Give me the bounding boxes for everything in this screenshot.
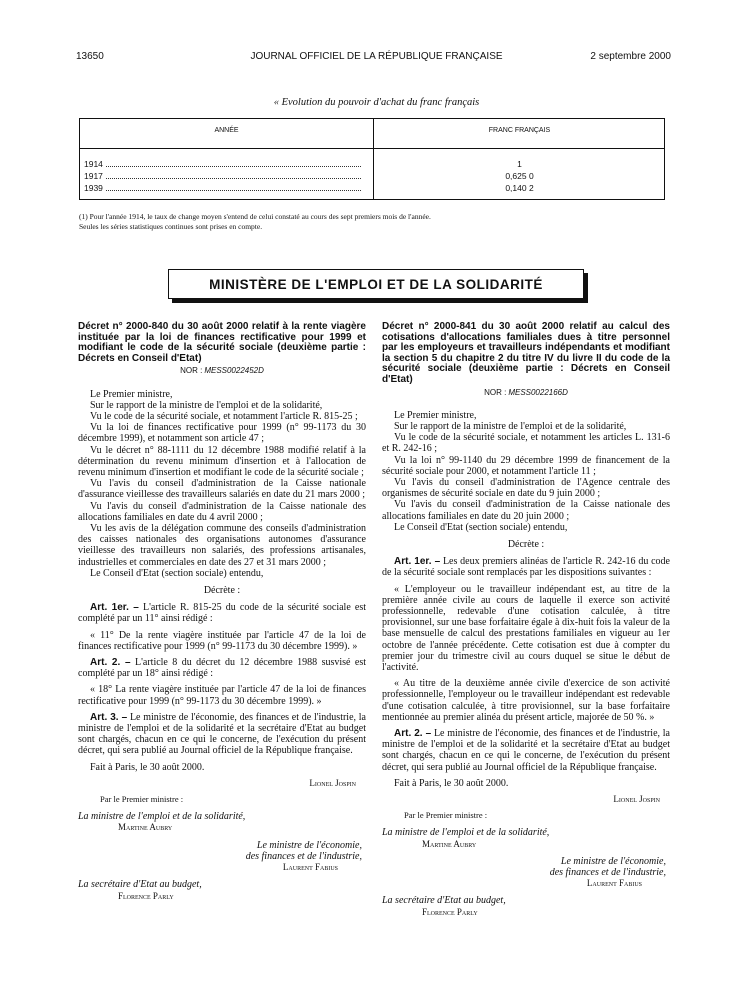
- par-le-premier-ministre: Par le Premier ministre :: [100, 794, 184, 805]
- paragraph: Le Conseil d'Etat (section sociale) entendu,: [394, 521, 568, 533]
- page-number: 13650: [76, 51, 104, 62]
- decree-title: Décret n° 2000-840 du 30 août 2000 relatif à la rente viagère instituée par la loi de finances rectificative pour 1999 et modifiant le code de la sécurité sociale (deuxième partie : Décrets en Conseil d'Etat): [78, 321, 366, 364]
- paragraph: Vu les avis de la délégation commune des conseils d'administration des caisses nationales des organisations autonomes d'assurance vieillesse des travailleurs non salariés, des professions artisanales, industrielles et commerciales en date des 27 et 31 mars 2000 ;: [78, 523, 366, 568]
- table-row: [84, 183, 371, 193]
- table-title: « Evolution du pouvoir d'achat du franc français: [273, 97, 480, 108]
- article-1: Art. 1er. – Les deux premiers alinéas de l'article R. 242-16 du code de la sécurité sociale sont remplacés par les dispositions suivantes :: [382, 556, 670, 579]
- article-3: Art. 3. – Le ministre de l'économie, des finances et de l'industrie, la ministre de l'emploi et de la solidarité et la secrétaire d'Etat au budget sont chargés, chacun en ce qui le concerne, de l'exécution du présent décret, qui sera publié au Journal officiel de la République française.: [78, 711, 366, 757]
- table-cell-year: 1939: [84, 183, 103, 193]
- table-cell-value: 1: [517, 159, 522, 169]
- paragraph: Vu l'avis du conseil d'administration de la Caisse nationale d'assurance vieillesse des travailleurs salariés en date du 21 mars 2000 ;: [78, 478, 366, 501]
- journal-title: JOURNAL OFFICIEL DE LA RÉPUBLIQUE FRANÇAISE: [250, 51, 503, 62]
- table-header-franc: FRANC FRANÇAIS: [488, 127, 551, 134]
- minister-name: Laurent Fabius: [586, 878, 642, 889]
- paragraph: Sur le rapport de la ministre de l'emploi et de la solidarité,: [90, 399, 323, 411]
- purchasing-power-table: [79, 118, 665, 200]
- article-1-quote: « 11° De la rente viagère instituée par l'article 47 de la loi de finances rectificative pour 1999 (n° 99-1173 du 30 décembre 1999). »: [78, 629, 366, 652]
- paragraph: Le Premier ministre,: [394, 409, 477, 421]
- footnote-line-2: Seules les séries statistiques continues sont prises en compte.: [79, 222, 263, 231]
- minister-title: La secrétaire d'Etat au budget,: [382, 895, 506, 907]
- minister-title: La ministre de l'emploi et de la solidarité,: [382, 827, 550, 839]
- paragraph: Le Conseil d'Etat (section sociale) entendu,: [90, 567, 264, 579]
- minister-name: Martine Aubry: [422, 838, 477, 849]
- paragraph: Vu la loi de finances rectificative pour 1999 (n° 99-1173 du 30 décembre 1999), et notamment son article 47 ;: [78, 422, 366, 445]
- par-le-premier-ministre: Par le Premier ministre :: [404, 810, 488, 821]
- footnote-line-1: (1) Pour l'année 1914, le taux de change moyen s'entend de celui constaté au cours des sept premiers mois de l'année.: [79, 212, 431, 221]
- decree-841-column: [382, 322, 670, 918]
- article-1-quote: « Au titre de la deuxième année civile d'exercice de son activité professionnelle, l'employeur ou le travailleur indépendant est redevable d'une cotisation calculée, à titre provisionnel, sur la base forfaitaire mentionnée au premier alinéa du présent article, majorée de 50 %. »: [382, 678, 670, 723]
- table-row: [84, 171, 371, 181]
- signer-name: Lionel Jospin: [309, 777, 356, 788]
- nor-reference: NOR : MESS0022166D: [484, 387, 568, 397]
- decree-840-column: [78, 322, 366, 902]
- paragraph: Vu la loi n° 99-1140 du 29 décembre 1999 de financement de la sécurité sociale pour 2000, et notamment l'article 11 ;: [382, 454, 670, 477]
- paragraph: Sur le rapport de la ministre de l'emploi et de la solidarité,: [394, 420, 627, 432]
- article-1: Art. 1er. – L'article R. 815-25 du code de la sécurité sociale est complété par un 11° ainsi rédigé :: [78, 602, 367, 625]
- fait-a-paris: Fait à Paris, le 30 août 2000.: [90, 761, 205, 773]
- decrete-heading: Décrète :: [203, 585, 241, 597]
- minister-name: Florence Parly: [118, 890, 174, 901]
- minister-name: Martine Aubry: [118, 822, 173, 833]
- minister-name: Laurent Fabius: [282, 862, 338, 873]
- minister-title: Le ministre de l'économie, des finances et de l'industrie,: [549, 855, 666, 879]
- decrete-heading: Décrète :: [507, 539, 545, 550]
- table-header-annee: ANNÉE: [214, 127, 239, 134]
- ministry-heading: MINISTÈRE DE L'EMPLOI ET DE LA SOLIDARITÉ: [168, 269, 584, 299]
- article-1-quote: « L'employeur ou le travailleur indépendant est, au titre de la première année civile au cours de laquelle il exerce son activité professionnelle, redevable d'une cotisation calculée, à titre provisionnel, sur une base forfaitaire égale à dix-huit fois la valeur de la base mensuelle de calcul des prestations familiales en vigueur au 1er octobre de l'année précédente. Cette cotisation est due à compter du premier jour du trimestre civil au cours duquel se situe le début de l'activité.: [382, 583, 670, 674]
- publication-date: 2 septembre 2000: [590, 51, 671, 62]
- article-2: Art. 2. – Le ministre de l'économie, des finances et de l'industrie, la ministre de l'emploi et de la solidarité et la secrétaire d'Etat au budget sont chargés, chacun en ce qui le concerne, de l'exécution du présent décret, qui sera publié au Journal officiel de la République française.: [382, 728, 670, 773]
- signer-name: Lionel Jospin: [613, 794, 660, 805]
- minister-title: La ministre de l'emploi et de la solidarité,: [78, 811, 246, 823]
- minister-title: La secrétaire d'Etat au budget,: [78, 879, 202, 891]
- paragraph: Vu l'avis du conseil d'administration de la Caisse nationale des allocations familiales en date du 20 juin 2000 ;: [382, 499, 670, 522]
- paragraph: Le Premier ministre,: [90, 388, 173, 400]
- nor-reference: NOR : MESS0022452D: [180, 366, 264, 376]
- table-cell-year: 1914: [84, 159, 103, 169]
- paragraph: Vu le code de la sécurité sociale, et notamment l'article R. 815-25 ;: [90, 410, 358, 422]
- paragraph: Vu l'avis du conseil d'administration de l'Agence centrale des organismes de sécurité sociale en date du 9 juin 2000 ;: [382, 476, 670, 500]
- paragraph: Vu l'avis du conseil d'administration de la Caisse nationale des allocations familiales en date du 4 avril 2000 ;: [78, 500, 366, 523]
- fait-a-paris: Fait à Paris, le 30 août 2000.: [394, 777, 509, 789]
- table-row: [84, 159, 371, 169]
- table-header-divider: [80, 148, 664, 149]
- paragraph: Vu le décret n° 88-1111 du 12 décembre 1988 modifié relatif à la détermination du revenu minimum d'insertion et à l'allocation de revenu minimum d'insertion et modifiant le code de la sécurité sociale ;: [78, 444, 366, 478]
- table-footnote: [79, 212, 669, 232]
- table-cell-value: 0,625 0: [505, 171, 534, 181]
- article-2: Art. 2. – L'article 8 du décret du 12 décembre 1988 susvisé est complété par un 18° ainsi rédigé :: [78, 657, 367, 680]
- table-cell-value: 0,140 2: [505, 183, 534, 193]
- table-cell-year: 1917: [84, 171, 103, 181]
- minister-name: Florence Parly: [422, 906, 478, 917]
- minister-title: Le ministre de l'économie, des finances et de l'industrie,: [245, 839, 362, 862]
- paragraph: Vu le code de la sécurité sociale, et notamment les articles L. 131-6 et R. 242-16 ;: [382, 432, 670, 455]
- article-2-quote: « 18° La rente viagère instituée par l'article 47 de la loi de finances rectificative pour 1999 (n° 99-1173 du 30 décembre 1999). »: [78, 684, 366, 707]
- decree-title: Décret n° 2000-841 du 30 août 2000 relatif au calcul des cotisations d'allocations familiales dues à titre personnel par les employeurs et travailleurs indépendants et modifiant la section 5 du chapitre 2 du titre IV du livre II du code de la sécurité sociale (deuxième partie : Décrets en Conseil d'Etat): [382, 321, 670, 385]
